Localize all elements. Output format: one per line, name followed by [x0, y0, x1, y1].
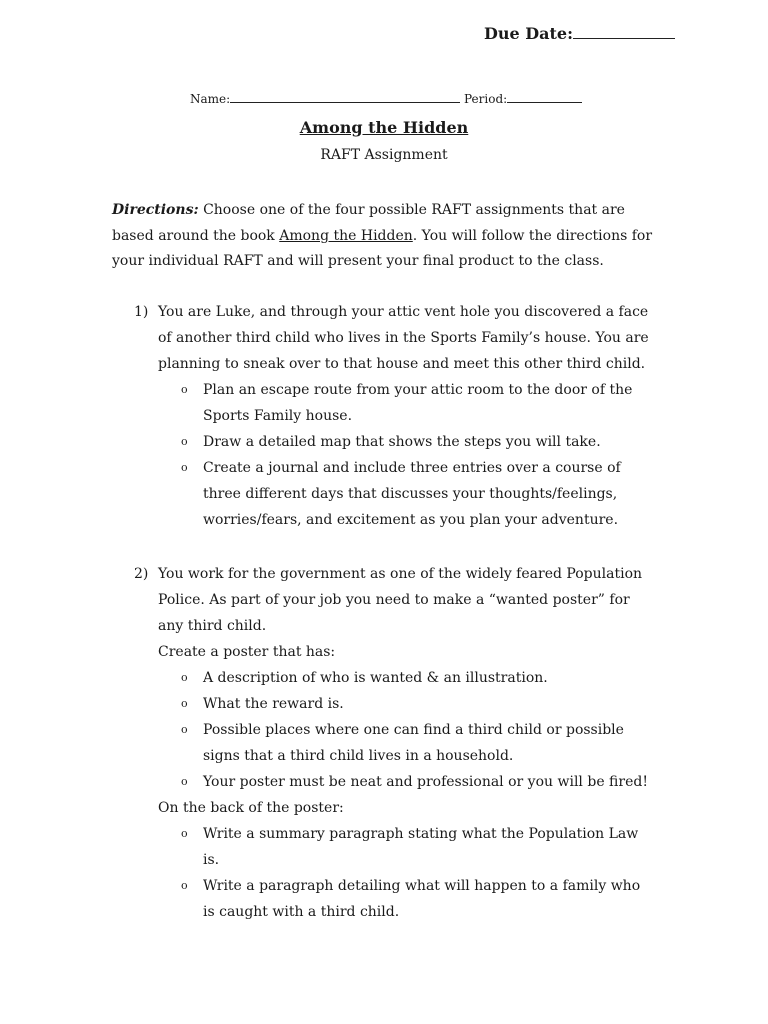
item-number: 1)	[134, 304, 149, 320]
name-period-row	[190, 92, 582, 106]
list-item	[158, 377, 654, 429]
list-item-text: Write a summary paragraph stating what the Population Law is.	[203, 826, 639, 868]
list-item	[158, 455, 654, 533]
due-date-label: Due Date:	[484, 24, 573, 43]
directions-text-1: Choose one of the four possible RAFT assignments that are based around the book	[112, 202, 625, 244]
list-item-text: Your poster must be neat and professional or you will be fired!	[203, 774, 648, 790]
list-item	[158, 821, 654, 873]
name-blank[interactable]	[230, 92, 460, 103]
page-title: Among the Hidden	[299, 118, 469, 137]
name-label: Name:	[190, 92, 231, 106]
bullet-icon: o	[181, 435, 188, 448]
list-item	[158, 429, 654, 455]
list-item-text: Possible places where one can find a third child or possible signs that a third child lives in a household.	[203, 722, 624, 764]
list-item	[158, 873, 654, 925]
page-subtitle: RAFT Assignment	[320, 147, 448, 163]
bullet-icon: o	[181, 723, 188, 736]
list-item-text: A description of who is wanted & an illustration.	[203, 670, 548, 686]
item-intro: You are Luke, and through your attic vent hole you discovered a face of another third child who lives in the Sports Family’s house. You are planning to sneak over to that house and meet this other third child.	[158, 304, 649, 372]
list-item	[158, 717, 654, 769]
list-item	[158, 691, 654, 717]
bullet-icon: o	[181, 775, 188, 788]
book-title: Among the Hidden	[279, 227, 413, 244]
item-intro: You work for the government as one of the widely feared Population Police. As part of your job you need to make a “wanted poster” for any third child.	[158, 566, 643, 634]
list-item-text: What the reward is.	[203, 696, 344, 712]
item-number: 2)	[134, 566, 149, 582]
list-item-text: Plan an escape route from your attic room to the door of the Sports Family house.	[203, 382, 633, 424]
directions-label: Directions:	[112, 202, 199, 218]
list-item-text: Create a journal and include three entries over a course of three different days that discusses your thoughts/feelings, worries/fears, and excitement as you plan your adventure.	[203, 460, 621, 528]
subheading: On the back of the poster:	[158, 800, 344, 816]
due-date-field	[484, 24, 675, 43]
subheading: Create a poster that has:	[158, 644, 336, 660]
directions-text-2: . You will follow the directions for your individual RAFT and will present your final product to the class.	[112, 227, 653, 269]
raft-item-1	[134, 299, 654, 533]
list-item	[158, 665, 654, 691]
due-date-blank[interactable]	[573, 24, 675, 39]
bullet-icon: o	[181, 827, 188, 840]
period-blank[interactable]	[507, 92, 582, 103]
bullet-icon: o	[181, 461, 188, 474]
bullet-icon: o	[181, 383, 188, 396]
bullet-icon: o	[181, 697, 188, 710]
bullet-icon: o	[181, 671, 188, 684]
directions-paragraph	[112, 198, 662, 275]
list-item-text: Write a paragraph detailing what will happen to a family who is caught with a third child.	[203, 878, 641, 920]
list-item	[158, 769, 654, 795]
bullet-icon: o	[181, 879, 188, 892]
period-label: Period:	[464, 92, 508, 106]
list-item-text: Draw a detailed map that shows the steps you will take.	[203, 434, 601, 450]
raft-item-2	[134, 561, 654, 925]
